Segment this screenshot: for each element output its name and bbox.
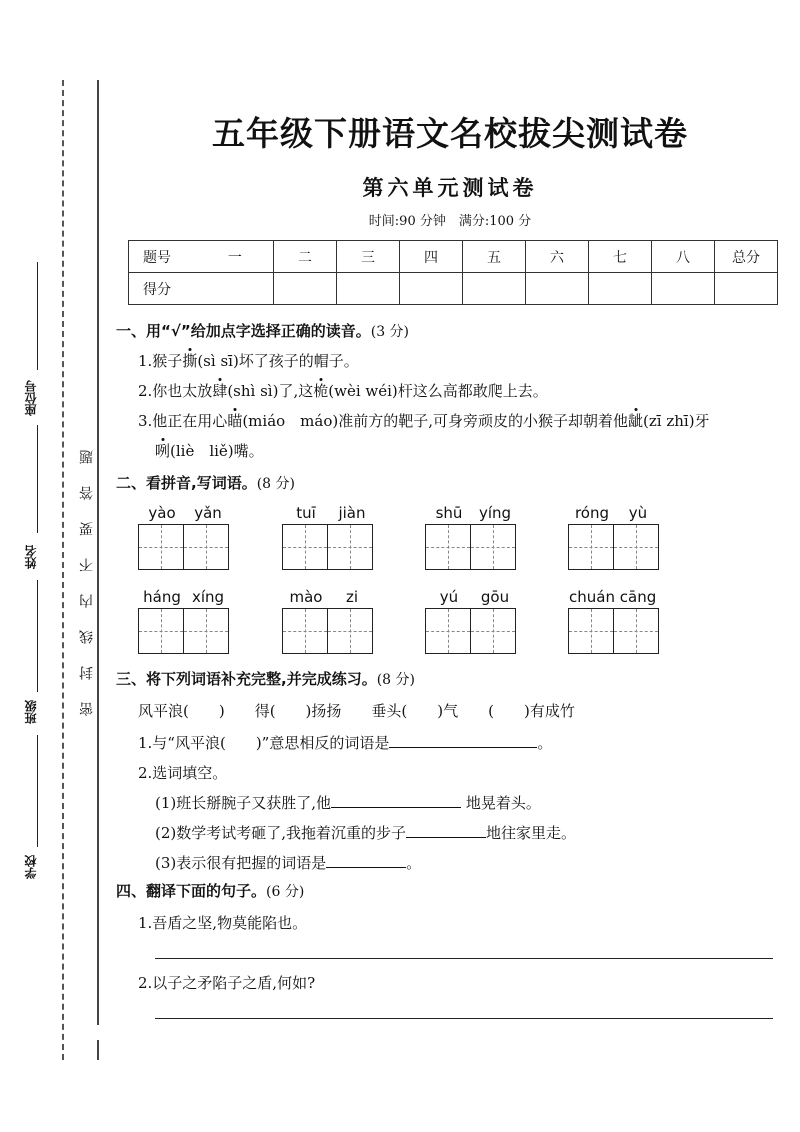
s4-q2: 2.以子之矛陷子之盾,何如? [138,974,316,992]
writing-grid-box[interactable] [327,524,373,570]
answer-blank[interactable] [389,733,537,748]
pinyin-syllable: yú [439,588,459,606]
score-cell: 三 [337,241,400,273]
binding-solid-line-bottom [97,1040,99,1060]
score-input-cell[interactable] [652,273,715,305]
pinyin-word-group [425,588,519,664]
s1-q3-cont: 咧(liè liě)嘴。 [155,442,264,460]
writing-grid-box[interactable] [613,524,659,570]
pinyin-syllable: mào [289,588,323,606]
pinyin-word-group [138,504,232,580]
score-input-cell[interactable] [526,273,589,305]
time-info: 时间:90 分钟 满分:100 分 [368,214,532,229]
pinyin-syllable: cāng [619,588,657,606]
school-rule [37,735,38,847]
score-cell: 四 [400,241,463,273]
writing-grid-box[interactable] [138,608,184,654]
score-cell: 八 [652,241,715,273]
section-3-heading: 三、将下列词语补充完整,并完成练习。(8 分) [116,670,415,688]
writing-grid-box[interactable] [470,524,516,570]
pinyin-word-group [282,504,376,580]
writing-grid-box[interactable] [568,608,614,654]
pinyin-syllable: yào [148,504,176,522]
score-table-header-row [129,241,778,273]
name-label: 姓名 [24,545,38,569]
answer-blank[interactable] [406,823,486,838]
score-input-cell[interactable] [274,273,337,305]
s1-q1: 1.猴子撕(sì sī)坏了孩子的帽子。 [138,352,359,370]
seal-text: 密封线内不要答题 [79,428,95,716]
writing-grid-box[interactable] [282,608,328,654]
writing-grid-box[interactable] [183,524,229,570]
section-2-heading: 二、看拼音,写词语。(8 分) [116,474,295,492]
s1-q3: 3.他正在用心瞄(miáo máo)准前方的靶子,可身旁顽皮的小猴子却朝着他龇(zī zhī)牙 [138,412,710,430]
score-input-cell[interactable] [715,273,778,305]
score-input-cell[interactable] [589,273,652,305]
s1-q2: 2.你也太放肆(shì sì)了,这桅(wèi wéi)杆这么高都敢爬上去。 [138,382,548,400]
s3-q1: 1.与“风平浪( )”意思相反的词语是 。 [138,734,553,752]
class-label: 班级 [24,700,38,724]
pinyin-syllable: shū [435,504,463,522]
page-subtitle: 第六单元测试卷 [362,175,538,200]
s3-q2-1: (1)班长掰腕子又获胜了,他 地晃着头。 [155,794,541,812]
pinyin-syllable: yǎn [194,504,222,522]
writing-grid-box[interactable] [183,608,229,654]
writing-grid-box[interactable] [327,608,373,654]
writing-grid-box[interactable] [425,524,471,570]
seat-rule [37,262,38,370]
s3-idioms: 风平浪( ) 得( )扬扬 垂头( )气 ( )有成竹 [138,702,575,720]
score-cell: 六 [526,241,589,273]
score-input-cell[interactable] [400,273,463,305]
answer-blank[interactable] [326,853,406,868]
writing-grid-box[interactable] [568,524,614,570]
score-input-cell[interactable] [337,273,400,305]
pinyin-syllable: jiàn [338,504,366,522]
pinyin-syllable: chuán [569,588,615,606]
score-table [128,240,778,305]
pinyin-word-group [282,588,376,664]
s3-q2: 2.选词填空。 [138,764,228,782]
pinyin-syllable: háng [143,588,181,606]
score-cell: 题号 一 [129,241,274,273]
section-4-heading: 四、翻译下面的句子。(6 分) [116,882,305,900]
pinyin-syllable: zi [345,588,359,606]
score-input-cell[interactable] [463,273,526,305]
score-cell: 二 [274,241,337,273]
school-label: 学校 [24,855,38,879]
pinyin-syllable: tuī [296,504,316,522]
pinyin-word-group [568,504,662,580]
score-cell: 得分 [129,273,274,305]
s4-q1: 1.吾盾之坚,物莫能陷也。 [138,914,308,932]
answer-line[interactable] [155,1018,773,1019]
pinyin-word-group [425,504,519,580]
writing-grid-box[interactable] [613,608,659,654]
answer-line[interactable] [155,958,773,959]
s3-q2-3: (3)表示很有把握的词语是 。 [155,854,422,872]
score-table-score-row [129,273,778,305]
writing-grid-box[interactable] [138,524,184,570]
name-rule [37,425,38,533]
score-cell: 七 [589,241,652,273]
s3-q2-2: (2)数学考试考砸了,我拖着沉重的步子 地往家里走。 [155,824,577,842]
page-title: 五年级下册语文名校拔尖测试卷 [212,114,688,153]
answer-blank[interactable] [331,793,461,808]
pinyin-syllable: yù [628,504,648,522]
section-1-heading: 一、用“√”给加点字选择正确的读音。(3 分) [116,322,410,340]
pinyin-word-group [138,588,232,664]
writing-grid-box[interactable] [470,608,516,654]
pinyin-syllable: yíng [478,504,512,522]
pinyin-syllable: gōu [480,588,510,606]
pinyin-syllable: róng [574,504,610,522]
pinyin-syllable: xíng [191,588,225,606]
seat-label: 座位号 [24,380,38,416]
class-rule [37,580,38,692]
score-cell: 五 [463,241,526,273]
writing-grid-box[interactable] [282,524,328,570]
pinyin-word-group [568,588,662,664]
score-cell: 总分 [715,241,778,273]
writing-grid-box[interactable] [425,608,471,654]
